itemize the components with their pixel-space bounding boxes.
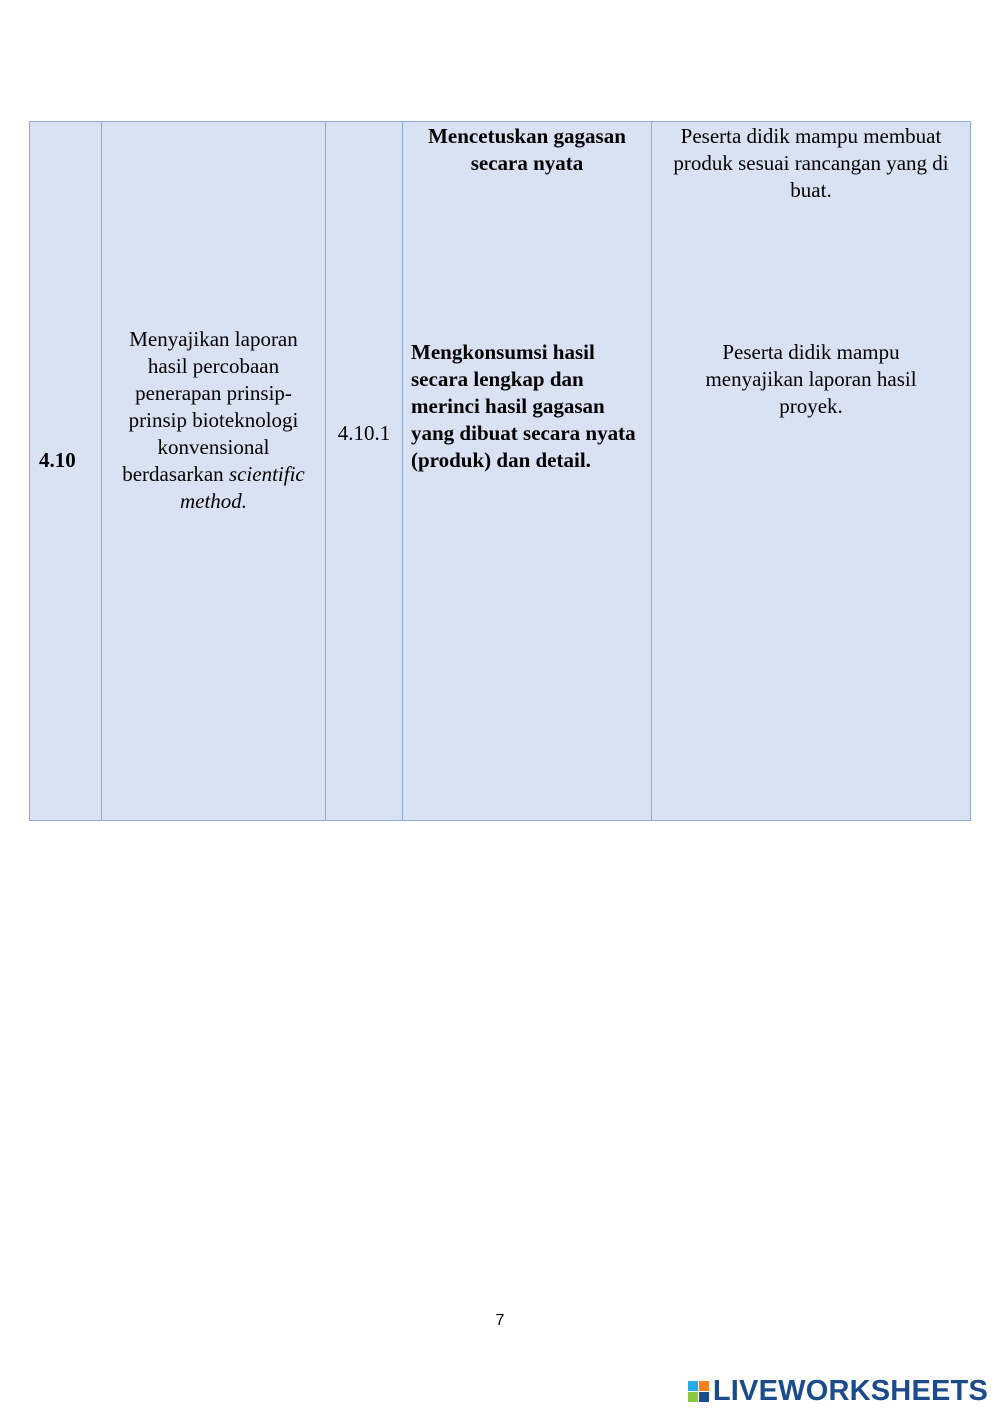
brand-name: LIVEWORKSHEETS [712,1374,988,1407]
kd-text-main: Menyajikan laporan hasil percobaan penerapan prinsip-prinsip bioteknologi konvensional berdasarkan [122,327,299,486]
page-number: 7 [495,1312,505,1329]
competency-table [29,121,971,821]
step-item: Mencetuskan gagasan secara nyata [428,124,626,175]
objective-item: Peserta didik mampu membuat produk sesuai rancangan yang di buat. [673,124,949,202]
liveworksheets-logo-icon [688,1381,709,1402]
steps-cell [402,122,651,820]
liveworksheets-brand [688,1375,988,1407]
kd-text [108,326,319,515]
kd-code-cell [30,122,101,820]
kd-text-italic: scientific method. [179,462,305,513]
objectives-cell [651,122,970,820]
indicator-code: 4.10.1 [337,421,391,445]
kd-text-cell [101,122,325,820]
step-item: Mengkonsumsi hasil secara lengkap dan merinci hasil gagasan yang dibuat secara nyata (produk) dan detail. [411,340,636,472]
kd-code: 4.10 [39,448,76,472]
indicator-code-cell [325,122,402,820]
objective-item: Peserta didik mampu menyajikan laporan hasil proyek. [705,340,917,418]
